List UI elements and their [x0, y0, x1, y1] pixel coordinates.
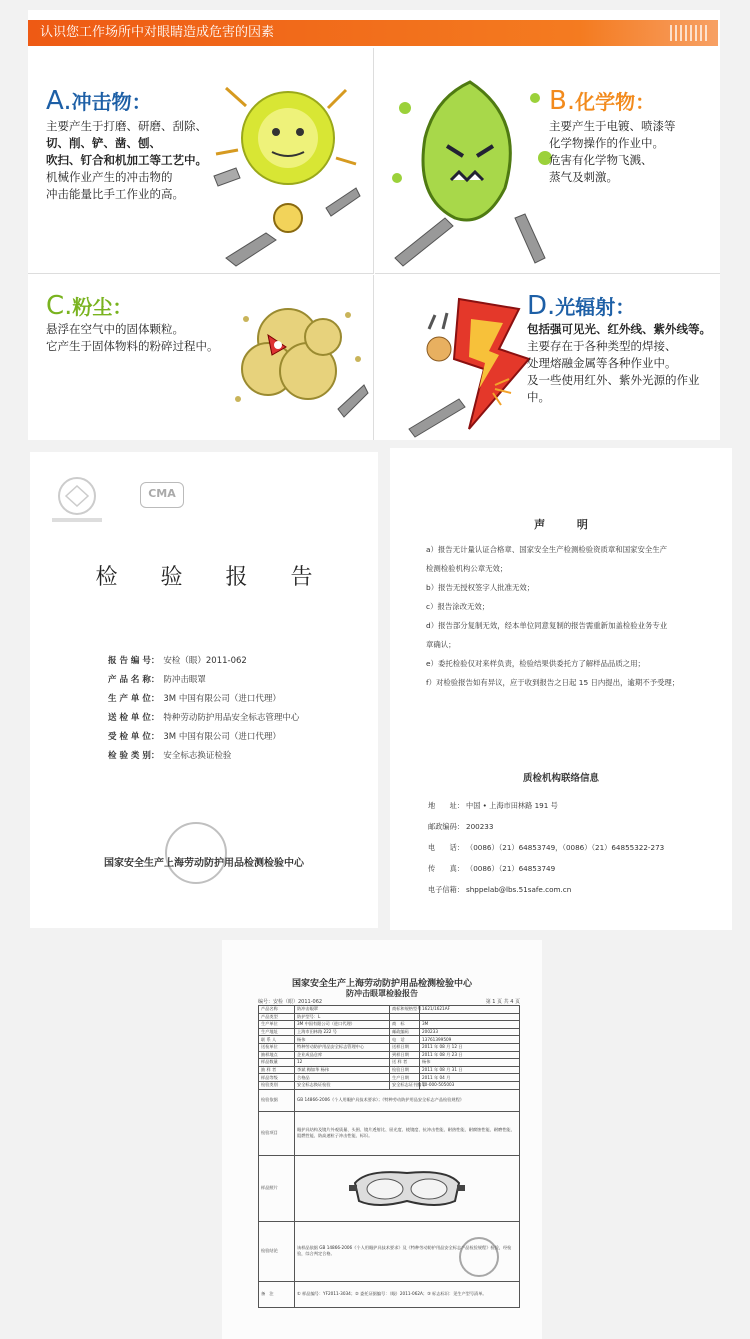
- form-stamp-icon: [459, 1237, 499, 1277]
- table-value: 10-000-505003: [420, 1081, 520, 1089]
- org-value: 200233: [466, 822, 494, 831]
- org-row-phone: [428, 837, 718, 858]
- emblem-icon: [48, 474, 106, 526]
- desc-line: 切、削、铲、凿、刨、: [46, 136, 161, 150]
- table-row: [259, 1028, 520, 1036]
- table-label: 备 注: [259, 1281, 295, 1307]
- org-row-address: [428, 795, 718, 816]
- org-label: 邮政编码：: [428, 822, 464, 831]
- desc-line: 处理熔融金属等各种作业中。: [527, 356, 677, 370]
- info-row-inspected: [108, 728, 368, 747]
- info-value: 3M 中国有限公司（进口代理）: [163, 732, 281, 742]
- desc-line: 化学物操作的作业中。: [549, 136, 664, 150]
- form-page-count: 第 1 页 共 4 页: [485, 999, 520, 1005]
- info-label: 生 产 单 位：: [108, 694, 160, 704]
- form-report-heading: 防冲击眼罩检验报告: [346, 989, 418, 998]
- table-row: [259, 1066, 520, 1074]
- table-row: [259, 1221, 520, 1281]
- table-label: 安全标志证书编号: [390, 1081, 420, 1089]
- table-label: 检验依据: [259, 1089, 295, 1111]
- hazard-title-impact: [46, 86, 152, 116]
- table-value: 安全标志换证检验: [295, 1081, 390, 1089]
- desc-line: 主要产生于电镀、喷漆等: [549, 119, 676, 133]
- hazard-title-text: 粉尘：: [72, 295, 133, 319]
- form-number: 编号：安检（眼）2011-062: [258, 999, 323, 1005]
- info-label: 检 验 类 别：: [108, 751, 160, 761]
- org-label: 电 话：: [428, 843, 464, 852]
- hazard-title-text: 冲击物：: [71, 90, 152, 114]
- table-row: [259, 1043, 520, 1051]
- org-value: shppelab@lbs.51safe.com.cn: [466, 885, 572, 894]
- table-value: 13761399509: [420, 1036, 520, 1044]
- radiation-illustration: [399, 289, 539, 439]
- table-label: 检验结论: [259, 1221, 295, 1281]
- table-value: 2011 年 08 月 12 日: [420, 1043, 520, 1051]
- info-row-category: [108, 747, 368, 766]
- org-value: （0086）（21）64853749: [466, 864, 556, 873]
- info-label: 产 品 名 称：: [108, 675, 160, 685]
- sample-photo-cell: [295, 1155, 520, 1221]
- statement-item: 检测检验机构公章无效；: [426, 564, 508, 573]
- table-value: 12: [295, 1059, 390, 1067]
- table-row: [259, 1111, 520, 1155]
- table-value: 李斌 梅如华 杨伟: [295, 1066, 390, 1074]
- table-value: 2011 年 08 月 31 日: [420, 1066, 520, 1074]
- table-label: 送 样 者: [390, 1059, 420, 1067]
- table-label: 抽样地点: [259, 1051, 295, 1059]
- table-value: 2011 年 08 月 23 日: [420, 1051, 520, 1059]
- table-row: [259, 1036, 520, 1044]
- conclusion-cell: [295, 1221, 520, 1281]
- hazard-desc-radiation: [527, 321, 720, 406]
- hazard-title-radiation: [527, 291, 635, 321]
- hazard-card-radiation: [375, 275, 720, 440]
- hazard-desc-impact: [46, 118, 207, 203]
- table-row: [259, 1089, 520, 1111]
- table-value: 防冲击眼罩: [295, 1006, 390, 1014]
- table-value: ① 样品编号：YF2011-3034；② 委托证据编号：（眼）2011-062A；③ 标志标识：见生产型号清单。: [295, 1281, 520, 1307]
- statement-item: c）报告涂改无效；: [426, 602, 490, 611]
- table-label: 产品名称: [259, 1006, 295, 1014]
- table-value: 上海市田林路 222 号: [295, 1028, 390, 1036]
- form-meta: [258, 998, 520, 1005]
- table-value: GB 14866-2006《个人用眼护具技术要求》；《特种劳动防护用品安全标志产品检验规程》: [295, 1089, 520, 1111]
- testing-center-name: 国家安全生产上海劳动防护用品检测检验中心: [104, 858, 304, 869]
- statement-item: 章确认；: [426, 640, 456, 649]
- table-row: [259, 1021, 520, 1029]
- hazard-letter: B.: [549, 86, 576, 116]
- table-row: [259, 1074, 520, 1082]
- table-row: [259, 1051, 520, 1059]
- table-label: 商 标: [390, 1021, 420, 1029]
- table-value: 2011 年 04 月: [420, 1074, 520, 1082]
- desc-line: 它产生于固体物料的粉碎过程中。: [46, 339, 219, 353]
- desc-line: 主要存在于各种类型的焊接、: [527, 339, 677, 353]
- statement-item: f）对检验报告如有异议，应于收到报告之日起 15 日内提出，逾期不予受理；: [426, 678, 680, 687]
- org-row-fax: [428, 858, 718, 879]
- hazard-card-impact: [28, 48, 374, 274]
- desc-line: 吹扫、钉合和机加工等工艺中。: [46, 153, 207, 167]
- statement-list: [426, 540, 716, 692]
- info-label: 送 检 单 位：: [108, 713, 160, 723]
- table-value: 杨伟: [420, 1059, 520, 1067]
- table-label: 样品照片: [259, 1155, 295, 1221]
- org-value: （0086）（21）64853749，（0086）（21）64855322-273: [466, 843, 665, 852]
- table-label: 生产单位: [259, 1021, 295, 1029]
- table-value: 杨伟: [295, 1036, 390, 1044]
- report-statement-page: [390, 448, 732, 930]
- org-contact-title: 质检机构联络信息: [522, 773, 599, 784]
- impact-illustration: [206, 68, 366, 268]
- report-info-list: [108, 652, 368, 766]
- table-label: 到样日期: [390, 1051, 420, 1059]
- report-cover-page: [30, 452, 378, 928]
- info-row-product: [108, 671, 368, 690]
- table-label: 生产地址: [259, 1028, 295, 1036]
- table-label: 检验日期: [390, 1066, 420, 1074]
- header-stripes-decoration: [670, 25, 710, 41]
- table-value: 合格品: [295, 1074, 390, 1082]
- table-label: 检验类别: [259, 1081, 295, 1089]
- form-org-heading: 国家安全生产上海劳动防护用品检测检验中心: [291, 979, 472, 989]
- info-row-sender: [108, 709, 368, 728]
- table-value: 200233: [420, 1028, 520, 1036]
- table-row: [259, 1059, 520, 1067]
- org-value: 中国 • 上海市田林路 191 号: [466, 801, 558, 810]
- hazard-title-text: 光辐射：: [555, 295, 636, 319]
- hazard-panel: [28, 10, 720, 440]
- desc-line: 冲击能量比手工作业的高。: [46, 187, 184, 201]
- info-row-report-no: [108, 652, 368, 671]
- chemical-illustration: [385, 68, 555, 268]
- table-row: [259, 1013, 520, 1021]
- table-label: 邮政编码: [390, 1028, 420, 1036]
- report-title: 检 验 报 告: [95, 565, 331, 590]
- statement-title: 声 明: [534, 518, 602, 531]
- goggles-photo-icon: [347, 1163, 467, 1213]
- official-stamp-icon: [165, 822, 227, 884]
- table-value: 眼护具结构及镜片外观质量、头围、镜片透射比、屈光度、棱镜度、抗冲击性能、耐热性能、耐腐蚀性能、耐磨性能、阻燃性能、防高速粒子冲击性能、标识。: [295, 1111, 520, 1155]
- desc-line: 蒸气及刺激。: [549, 170, 618, 184]
- table-label: 商标和规格型号: [390, 1006, 420, 1014]
- hazard-title-text: 化学物：: [575, 90, 656, 114]
- info-value: 特种劳动防护用品安全标志管理中心: [163, 713, 300, 723]
- table-value: 该样品依据 GB 14866-2006《个人用眼护具技术要求》及《特种劳动防护用品安全标志产品检验规程》检验，经检验，综合判定合格。: [297, 1245, 512, 1257]
- table-value: 3M 中国有限公司（进口代理）: [295, 1021, 390, 1029]
- statement-item: b）报告无授权签字人批准无效；: [426, 583, 535, 592]
- hazard-title-dust: [46, 291, 132, 321]
- table-value: [420, 1013, 520, 1021]
- table-label: 样品数量: [259, 1059, 295, 1067]
- table-label: 送样日期: [390, 1043, 420, 1051]
- desc-line: 及一些使用红外、紫外光源的作业中。: [527, 373, 700, 404]
- table-label: 联 系 人: [259, 1036, 295, 1044]
- hazard-title-chemical: [549, 86, 655, 116]
- statement-item: a）报告无计量认证合格章、国家安全生产检测检验资质章和国家安全生产: [426, 545, 668, 554]
- table-row: [259, 1155, 520, 1221]
- org-label: 地 址：: [428, 801, 464, 810]
- table-value: 1621/1621AF: [420, 1006, 520, 1014]
- table-row: [259, 1281, 520, 1307]
- info-value: 防冲击眼罩: [163, 675, 206, 685]
- table-value: 企业成品仓库: [295, 1051, 390, 1059]
- table-label: [390, 1013, 420, 1021]
- statement-item: d）报告部分复制无效，经本单位同意复制的报告需重新加盖检验业务专业: [426, 621, 668, 630]
- hazard-letter: C.: [46, 291, 73, 321]
- table-label: 电 话: [390, 1036, 420, 1044]
- org-label: 电子信箱：: [428, 885, 464, 894]
- org-contact-list: [428, 795, 718, 900]
- dust-illustration: [228, 289, 368, 429]
- table-label: 检验项目: [259, 1111, 295, 1155]
- hazard-card-dust: [28, 275, 374, 440]
- org-label: 传 真：: [428, 864, 464, 873]
- desc-line: 危害有化学物飞溅、: [549, 153, 653, 167]
- table-value: 特种劳动防护用品安全标志管理中心: [295, 1043, 390, 1051]
- table-label: 样品等级: [259, 1074, 295, 1082]
- desc-line: 主要产生于打磨、研磨、刮除、: [46, 119, 207, 133]
- table-value: 3M: [420, 1021, 520, 1029]
- table-value: 防护型号：L: [295, 1013, 390, 1021]
- hazard-desc-chemical: [549, 118, 676, 186]
- desc-line: 包括强可见光、红外线、紫外线等。: [527, 322, 711, 336]
- hazard-header-text: 认识您工作场所中对眼睛造成危害的因素: [40, 25, 275, 40]
- info-label: 受 检 单 位：: [108, 732, 160, 742]
- info-row-manufacturer: [108, 690, 368, 709]
- info-value: 安全标志换证检验: [163, 751, 232, 761]
- hazard-desc-dust: [46, 321, 219, 355]
- hazard-card-chemical: [375, 48, 720, 274]
- table-label: 抽 样 者: [259, 1066, 295, 1074]
- statement-item: e）委托检验仅对来样负责，检验结果供委托方了解样品品质之用；: [426, 659, 645, 668]
- desc-line: 机械作业产生的冲击物的: [46, 170, 173, 184]
- hazard-letter: A.: [46, 86, 72, 116]
- org-row-email: [428, 879, 718, 900]
- inspection-table: [258, 1005, 520, 1308]
- info-value: 安检（眼）2011-062: [163, 656, 247, 666]
- table-row: [259, 1081, 520, 1089]
- table-label: 产品类型: [259, 1013, 295, 1021]
- cma-logo: CMA: [140, 482, 184, 508]
- inspection-form-page: [222, 940, 542, 1339]
- info-value: 3M 中国有限公司（进口代理）: [163, 694, 281, 704]
- table-label: 送检单位: [259, 1043, 295, 1051]
- desc-line: 悬浮在空气中的固体颗粒。: [46, 322, 184, 336]
- table-row: [259, 1006, 520, 1014]
- org-row-postcode: [428, 816, 718, 837]
- info-label: 报 告 编 号：: [108, 656, 160, 666]
- table-label: 生产日期: [390, 1074, 420, 1082]
- hazard-header: [28, 20, 718, 46]
- hazard-letter: D.: [527, 291, 556, 321]
